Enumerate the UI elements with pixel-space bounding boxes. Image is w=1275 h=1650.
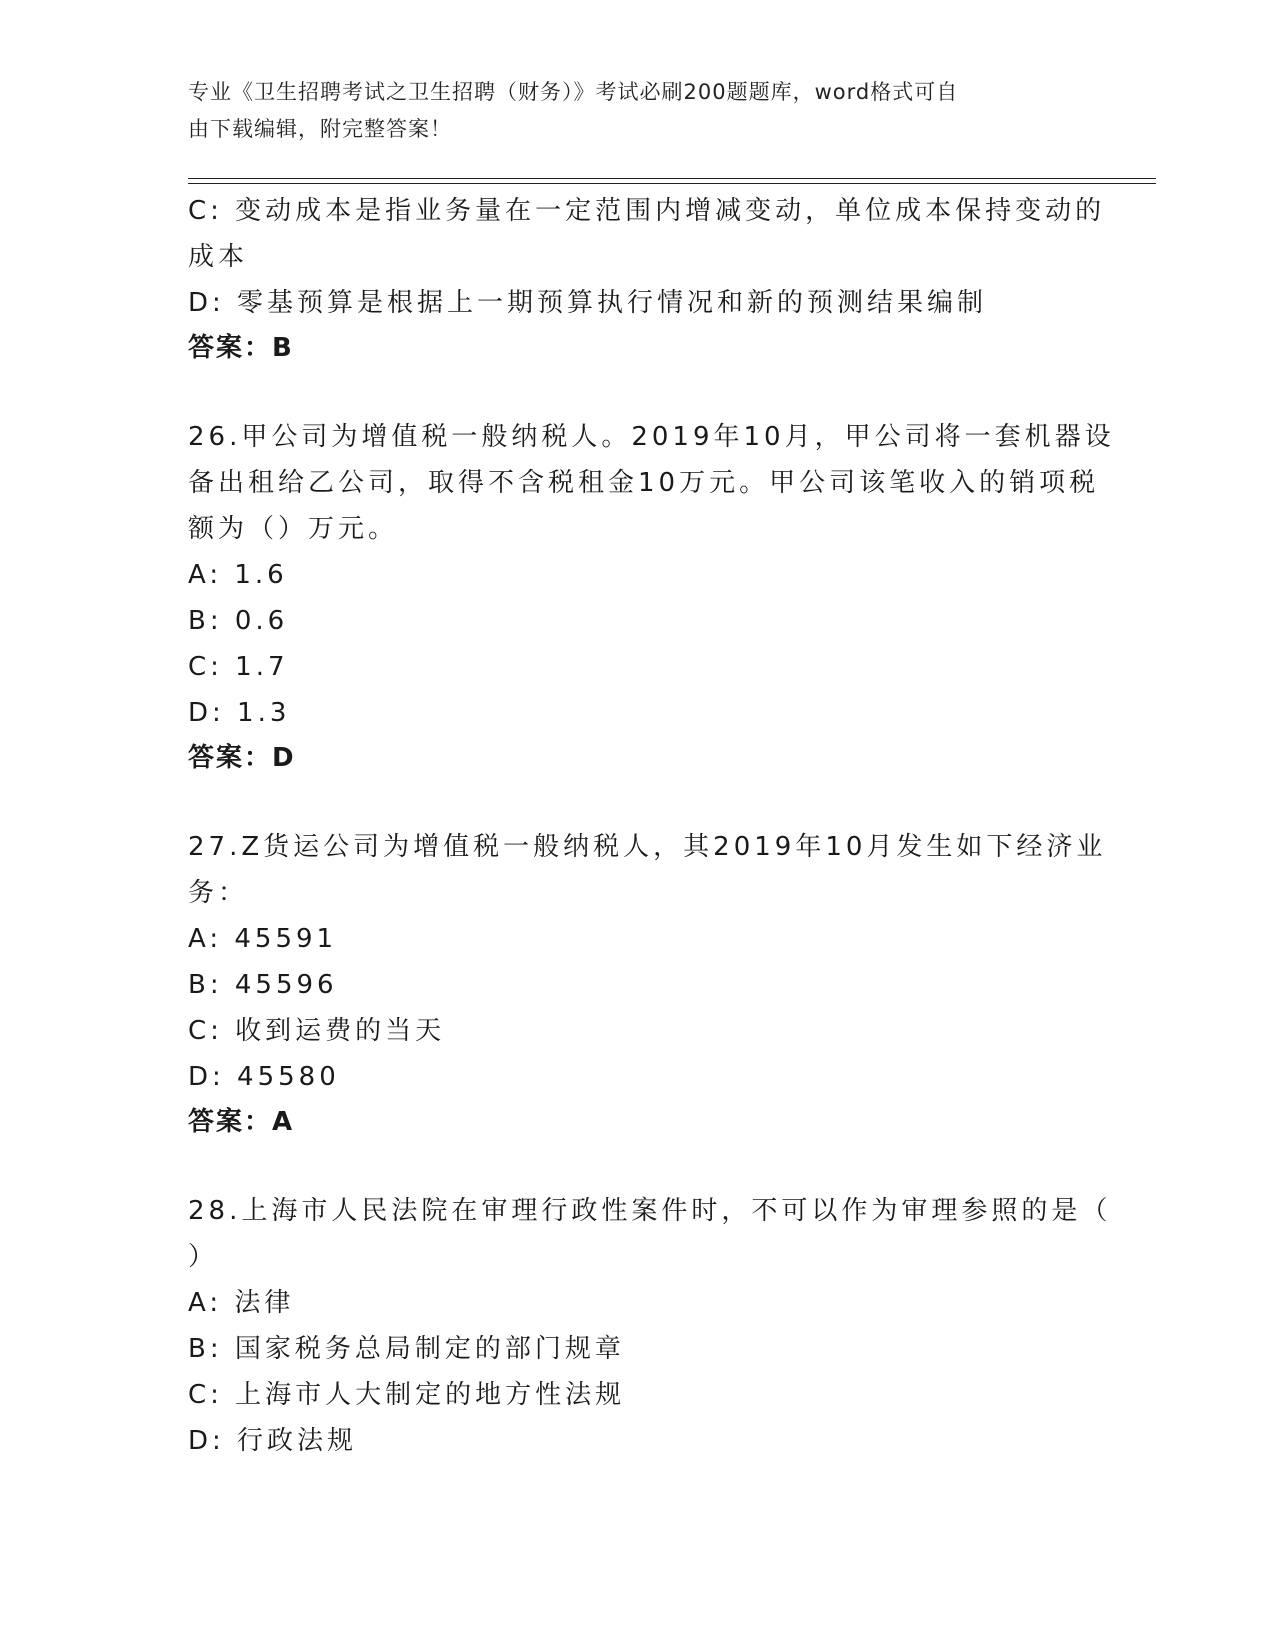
option-c: C: 上海市人大制定的地方性法规 bbox=[188, 1380, 626, 1410]
header-title-line-1: 专业《卫生招聘考试之卫生招聘（财务）》考试必刷200题题库，word格式可自 bbox=[188, 80, 959, 104]
header-divider-bottom bbox=[188, 183, 1156, 184]
question-25 bbox=[188, 188, 1106, 370]
answer-label: 答案：D bbox=[188, 743, 296, 773]
question-stem-line-2: ） bbox=[188, 1242, 219, 1272]
question-stem-line-2: 备出租给乙公司，取得不含税租金10万元。甲公司该笔收入的销项税 bbox=[188, 468, 1100, 498]
option-a: A: 1.6 bbox=[188, 560, 288, 590]
question-28 bbox=[188, 1188, 1112, 1464]
question-27 bbox=[188, 824, 1107, 1144]
option-b: B: 45596 bbox=[188, 970, 338, 1000]
option-c: C: 1.7 bbox=[188, 652, 289, 682]
question-list bbox=[188, 188, 1115, 1464]
document-header bbox=[188, 74, 1068, 148]
question-stem-line-1: 26.甲公司为增值税一般纳税人。2019年10月，甲公司将一套机器设 bbox=[188, 422, 1115, 452]
question-spacer bbox=[188, 370, 1088, 414]
question-spacer bbox=[188, 780, 1088, 824]
answer-label: 答案：A bbox=[188, 1107, 295, 1137]
question-stem-line-3: 额为（）万元。 bbox=[188, 514, 399, 544]
answer-label: 答案：B bbox=[188, 333, 294, 363]
option-d: D: 1.3 bbox=[188, 698, 291, 728]
option-b: B: 国家税务总局制定的部门规章 bbox=[188, 1334, 625, 1364]
option-a: A: 45591 bbox=[188, 924, 338, 954]
option-c-line-1: C: 变动成本是指业务量在一定范围内增减变动，单位成本保持变动的 bbox=[188, 196, 1106, 226]
option-d: D: 行政法规 bbox=[188, 1426, 358, 1456]
option-c-line-2: 成本 bbox=[188, 242, 249, 272]
question-spacer bbox=[188, 1144, 1088, 1188]
header-divider-top bbox=[188, 178, 1156, 179]
option-d: D: 零基预算是根据上一期预算执行情况和新的预测结果编制 bbox=[188, 288, 988, 318]
question-stem-line-2: 务： bbox=[188, 878, 249, 908]
option-b: B: 0.6 bbox=[188, 606, 289, 636]
option-a: A: 法律 bbox=[188, 1288, 295, 1318]
question-stem-line-1: 27.Z货运公司为增值税一般纳税人，其2019年10月发生如下经济业 bbox=[188, 832, 1107, 862]
option-c: C: 收到运费的当天 bbox=[188, 1016, 446, 1046]
header-title-line-2: 由下载编辑，附完整答案！ bbox=[188, 117, 452, 141]
question-26 bbox=[188, 414, 1115, 780]
option-d: D: 45580 bbox=[188, 1062, 340, 1092]
question-stem-line-1: 28.上海市人民法院在审理行政性案件时，不可以作为审理参照的是（ bbox=[188, 1196, 1112, 1226]
